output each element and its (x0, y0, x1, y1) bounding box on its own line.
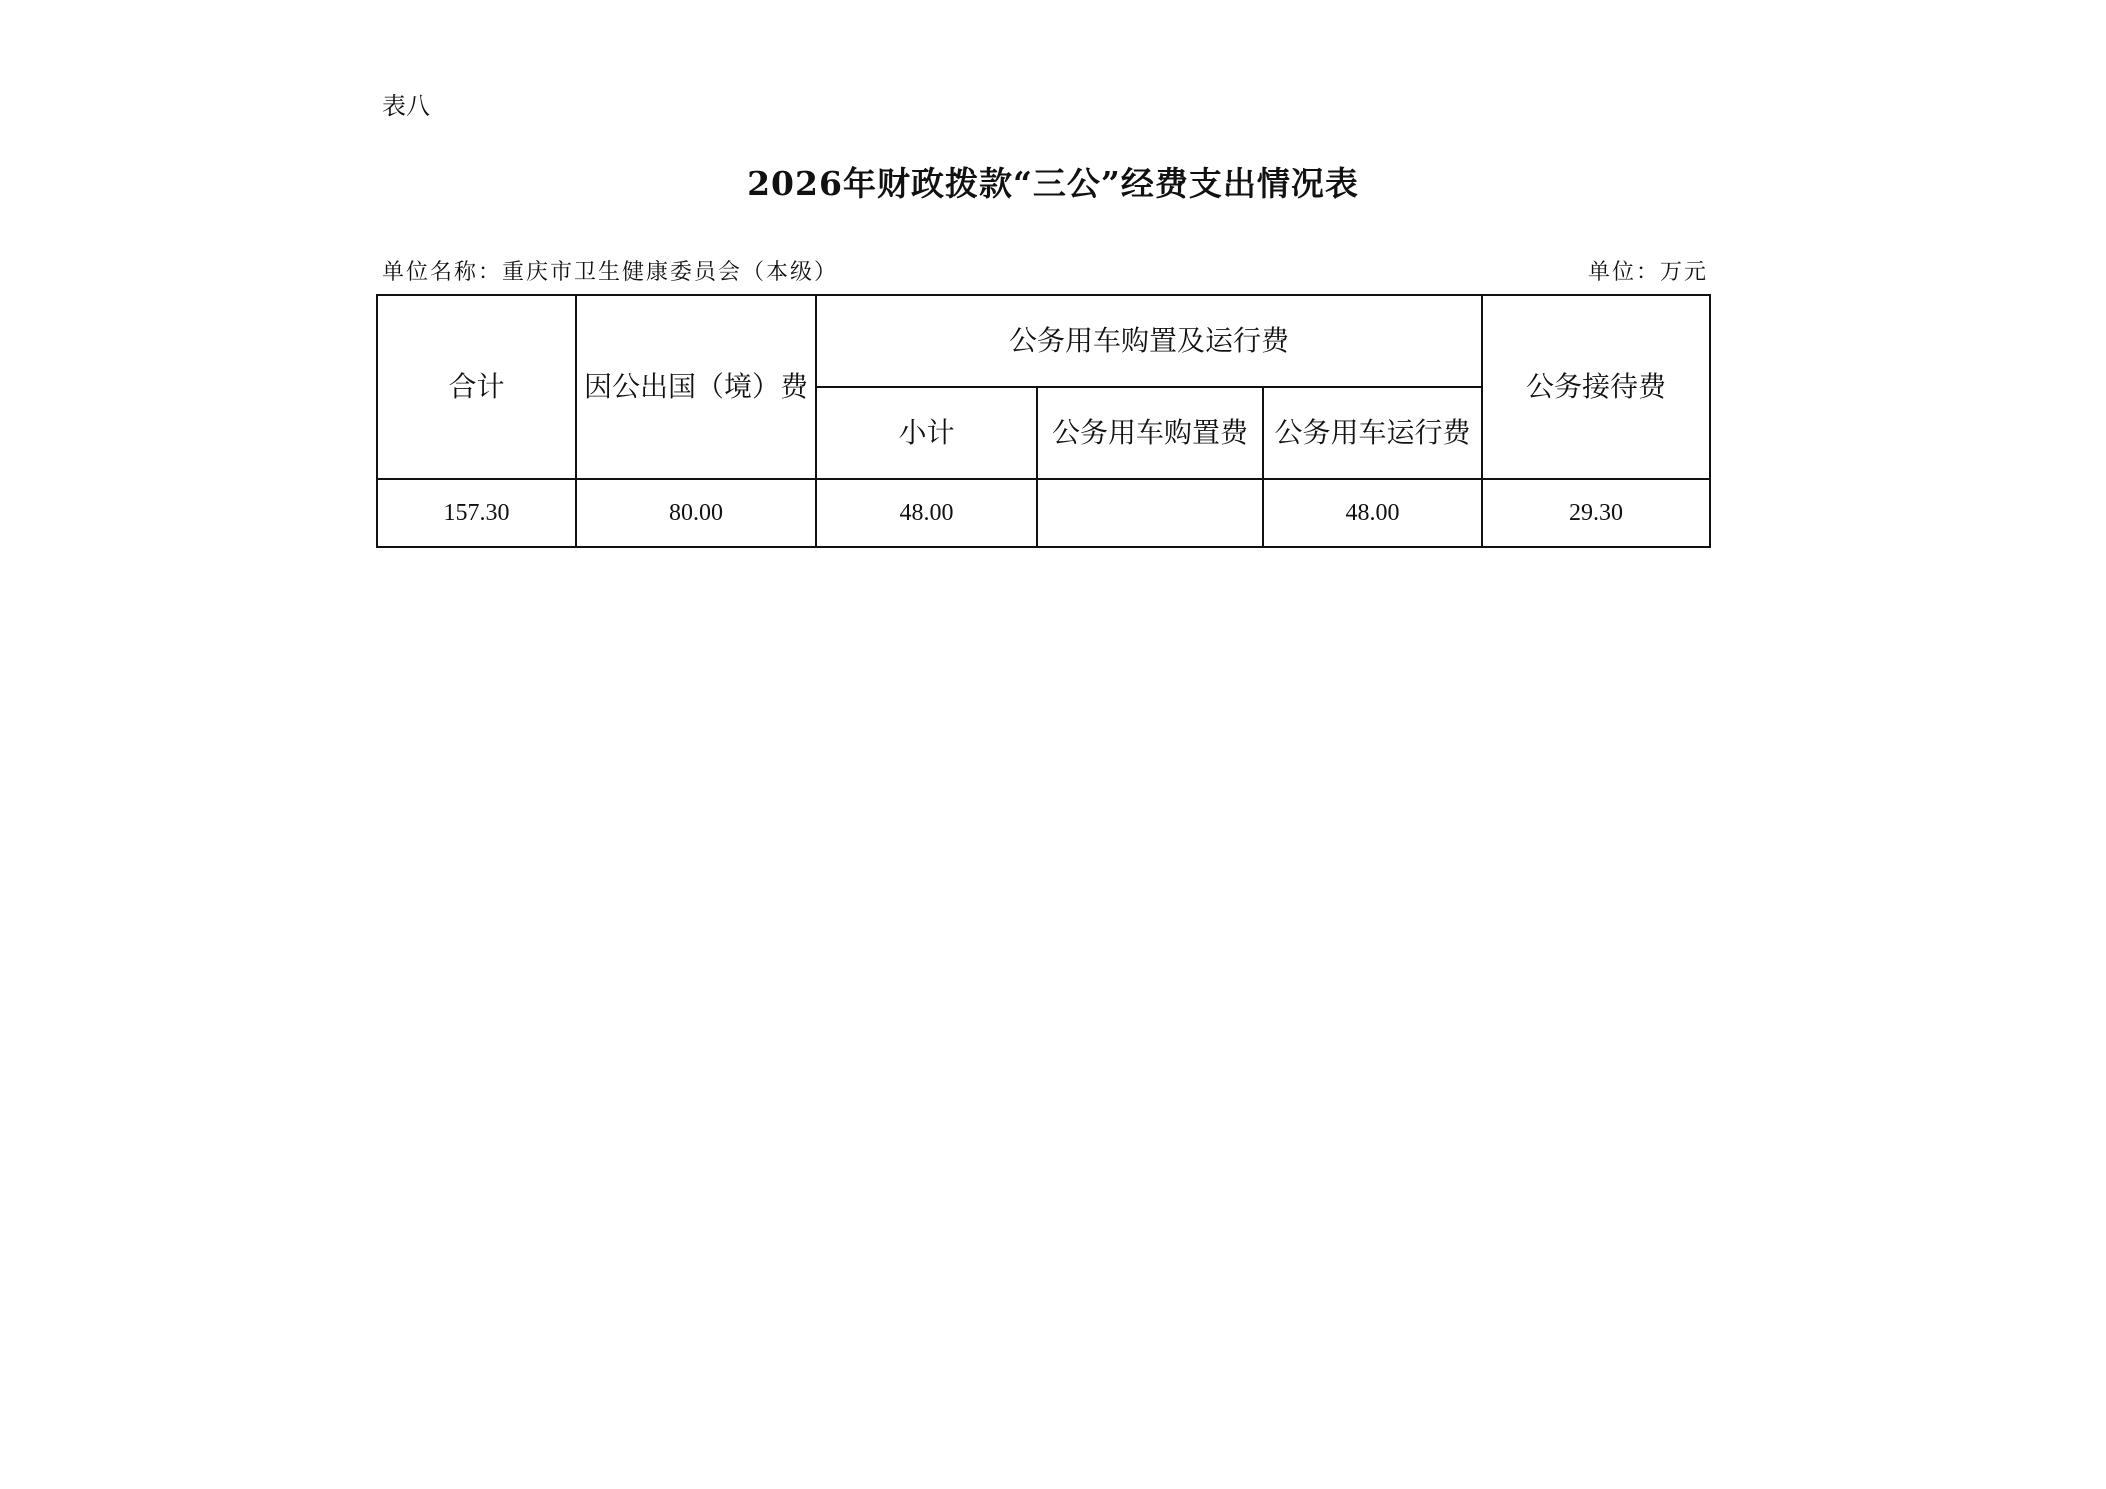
header-vehicle-group: 公务用车购置及运行费 (816, 295, 1482, 387)
table-row (377, 479, 1710, 547)
cell-overseas: 80.00 (576, 479, 816, 547)
expense-table (376, 294, 1711, 548)
page-title: 2026年财政拨款“三公”经费支出情况表 (747, 164, 1359, 203)
header-vehicle-purchase: 公务用车购置费 (1037, 387, 1263, 479)
header-subtotal: 小计 (816, 387, 1037, 479)
header-overseas: 因公出国（境）费 (576, 295, 816, 479)
cell-vehicle-purchase (1037, 479, 1263, 547)
header-row (377, 295, 1710, 387)
cell-subtotal: 48.00 (816, 479, 1037, 547)
cell-total: 157.30 (377, 479, 576, 547)
unit-name: 单位名称：重庆市卫生健康委员会（本级） (382, 260, 839, 285)
header-reception: 公务接待费 (1482, 295, 1710, 479)
cell-vehicle-operation: 48.00 (1263, 479, 1482, 547)
page-label: 表八 (382, 92, 430, 120)
cell-reception: 29.30 (1482, 479, 1710, 547)
header-total: 合计 (377, 295, 576, 479)
unit-label: 单位：万元 (1587, 260, 1708, 285)
header-vehicle-operation: 公务用车运行费 (1263, 387, 1482, 479)
